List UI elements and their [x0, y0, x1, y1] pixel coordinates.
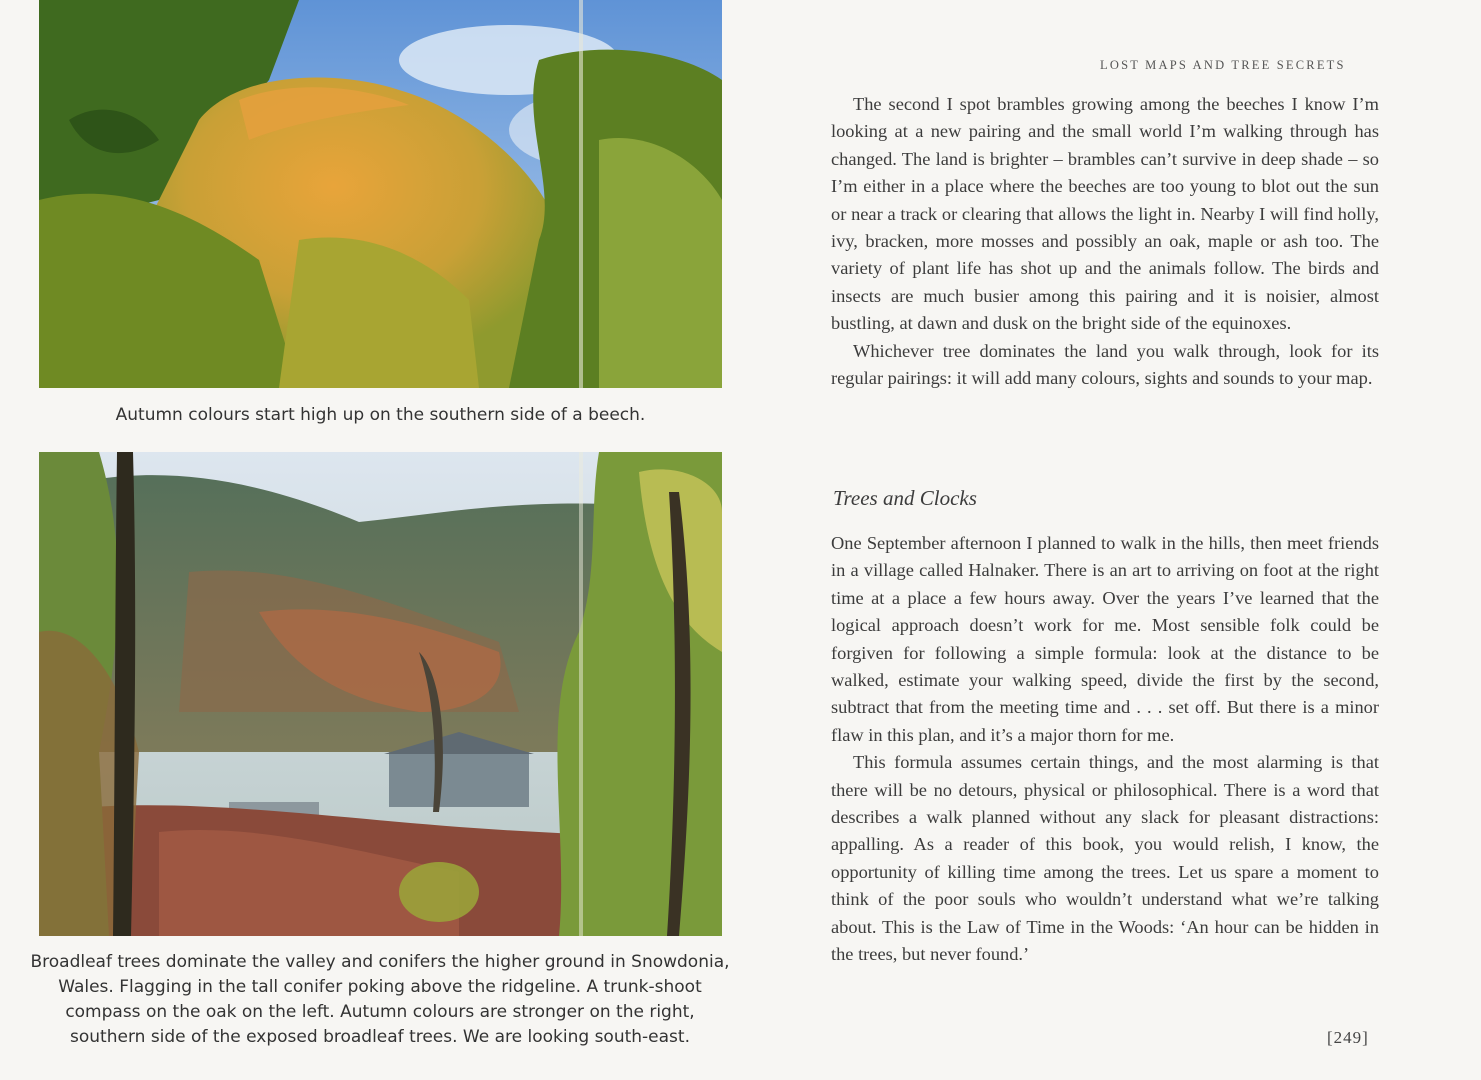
beech-photo-caption: Autumn colours start high up on the southern side of a beech.	[115, 405, 646, 425]
text-block-pairings	[831, 91, 1379, 392]
text-block-trees-and-clocks	[831, 530, 1379, 969]
paragraph: The second I spot brambles growing among the beeches I know I’m looking at a new pairing and the small world I’m walking through has changed. The land is brighter – brambles can’t survive in deep shade – so I’m either in a place where the beeches are too young to blot out the sun or near a track or clearing that allows the light in. Nearby I will find holly, ivy, bracken, more mosses and possibly an oak, maple or ash too. The variety of plant life has shot up and the animals follow. The birds and insects are much busier among this pairing and it is noisier, almost bustling, at dawn and dusk on the bright side of the equinoxes.	[831, 94, 1379, 334]
section-heading: Trees and Clocks	[833, 486, 977, 510]
running-head: LOST MAPS AND TREE SECRETS	[1100, 58, 1346, 72]
valley-photo-caption: Broadleaf trees dominate the valley and conifers the higher ground in Snowdonia, Wales. Flagging in the tall conifer poking above the ridgeline. A trunk-shoot compass on the oak on the left. Autumn colours are stronger on the right, southern side of the exposed broadleaf trees. We are looking south-east.	[30, 952, 730, 1047]
paragraph: This formula assumes certain things, and the most alarming is that there will be no detours, physical or philosophical. There is a word that describes a walk planned without any slack for pleasant distractions: appalling. As a reader of this book, you would relish, I know, the opportunity of killing time among the trees. Let us spare a moment to think of the poor souls who wouldn’t understand what we’re talking about. This is the Law of Time in the Woods: ‘An hour can be hidden in the trees, but never found.’	[831, 752, 1379, 965]
beech-autumn-photo	[39, 0, 722, 388]
paragraph: Whichever tree dominates the land you walk through, look for its regular pairings: it will add many colours, sights and sounds to your map.	[831, 340, 1379, 389]
snowdonia-valley-photo	[39, 452, 722, 936]
paragraph: One September afternoon I planned to walk in the hills, then meet friends in a village called Halnaker. There is an art to arriving on foot at the right time at a place a few hours away. Over the years I’ve learned that the logical approach doesn’t work for me. Most sensible folk could be forgiven for following a simple formula: look at the distance to be walked, estimate your walking speed, divide the first by the second, subtract that from the meeting time and . . . set off. But there is a minor flaw in this plan, and it’s a major thorn for me.	[831, 533, 1379, 745]
page-number: [249]	[1327, 1028, 1369, 1047]
